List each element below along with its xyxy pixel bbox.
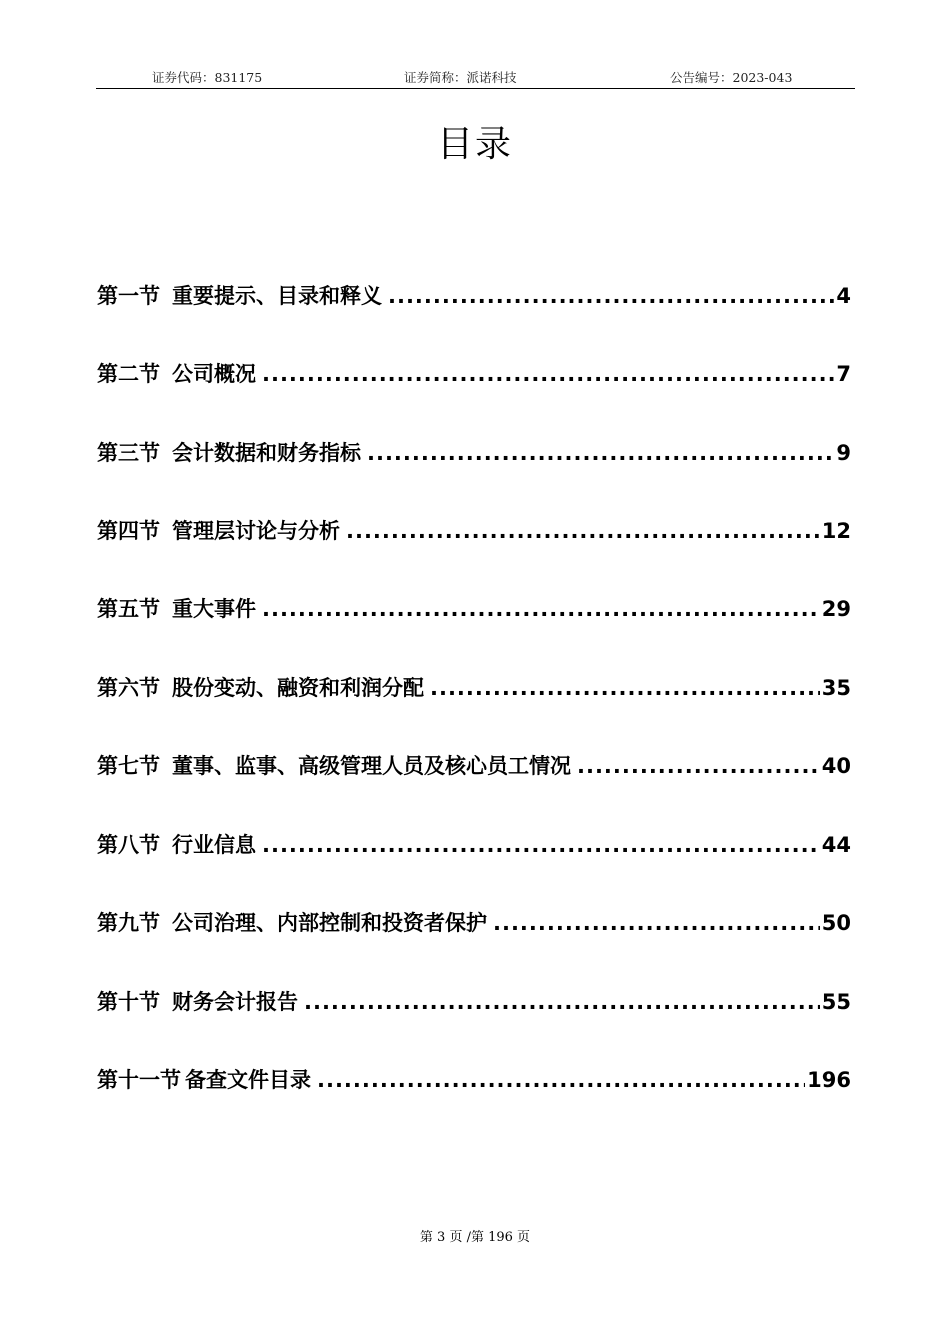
toc-page-number: 55 [821, 990, 851, 1014]
toc-section-number: 第七节 [97, 754, 160, 778]
toc-section-number: 第六节 [97, 676, 160, 700]
toc-page-number: 35 [821, 676, 851, 700]
toc-page-number: 40 [821, 754, 851, 778]
toc-section-title: 公司治理、内部控制和投资者保护 [172, 911, 487, 935]
toc-page-number: 29 [821, 597, 851, 621]
toc-entry[interactable] [97, 358, 851, 394]
toc-section-number: 第二节 [97, 362, 160, 386]
toc-entry[interactable] [97, 437, 851, 473]
toc-section-title: 重要提示、目录和释义 [172, 284, 382, 308]
toc-leader-dots [304, 990, 820, 1014]
toc-section-title: 财务会计报告 [172, 990, 298, 1014]
toc-entry[interactable] [97, 280, 851, 316]
toc-page-number: 12 [821, 519, 851, 543]
toc-section-number: 第九节 [97, 911, 160, 935]
toc-page-number: 196 [807, 1068, 851, 1092]
toc-leader-dots [367, 441, 834, 465]
page-header [96, 66, 855, 89]
toc-entry[interactable] [97, 515, 851, 551]
page-title: 目录 [436, 124, 513, 165]
toc-leader-dots [493, 911, 820, 935]
toc-section-number: 第五节 [97, 597, 160, 621]
toc-leader-dots [317, 1068, 805, 1092]
announcement-number: 公告编号：2023-043 [670, 70, 793, 85]
toc-section-title: 备查文件目录 [185, 1068, 311, 1092]
toc-section-number: 第四节 [97, 519, 160, 543]
toc-section-title: 行业信息 [172, 833, 256, 857]
toc-section-number: 第一节 [97, 284, 160, 308]
toc-page-number: 9 [836, 441, 851, 465]
toc-leader-dots [577, 754, 820, 778]
toc-section-title: 管理层讨论与分析 [172, 519, 340, 543]
toc-entry[interactable] [97, 750, 851, 786]
toc-leader-dots [262, 597, 820, 621]
toc-entry[interactable] [97, 986, 851, 1022]
toc-section-number: 第十一节 [97, 1068, 181, 1092]
toc-page-number: 44 [821, 833, 851, 857]
toc-entry[interactable] [97, 593, 851, 629]
toc-section-title: 公司概况 [172, 362, 256, 386]
toc-page-number: 50 [821, 911, 851, 935]
stock-short-name: 证券简称：派诺科技 [404, 70, 517, 85]
toc-entry[interactable] [97, 1064, 851, 1100]
toc-section-title: 会计数据和财务指标 [172, 441, 361, 465]
page-footer: 第 3 页 /第 196 页 [419, 1230, 531, 1245]
toc-section-number: 第八节 [97, 833, 160, 857]
toc-entry[interactable] [97, 829, 851, 865]
toc-section-number: 第十节 [97, 990, 160, 1014]
toc-section-title: 重大事件 [172, 597, 256, 621]
toc-entry[interactable] [97, 907, 851, 943]
toc-leader-dots [262, 362, 834, 386]
toc-page-number: 7 [836, 362, 851, 386]
toc-page-number: 4 [836, 284, 851, 308]
toc-section-number: 第三节 [97, 441, 160, 465]
toc-section-title: 股份变动、融资和利润分配 [172, 676, 424, 700]
toc-leader-dots [346, 519, 820, 543]
stock-code: 证券代码：831175 [152, 70, 263, 85]
toc-leader-dots [262, 833, 820, 857]
toc-section-title: 董事、监事、高级管理人员及核心员工情况 [172, 754, 571, 778]
toc-leader-dots [388, 284, 834, 308]
toc-entry[interactable] [97, 672, 851, 708]
toc-leader-dots [430, 676, 820, 700]
